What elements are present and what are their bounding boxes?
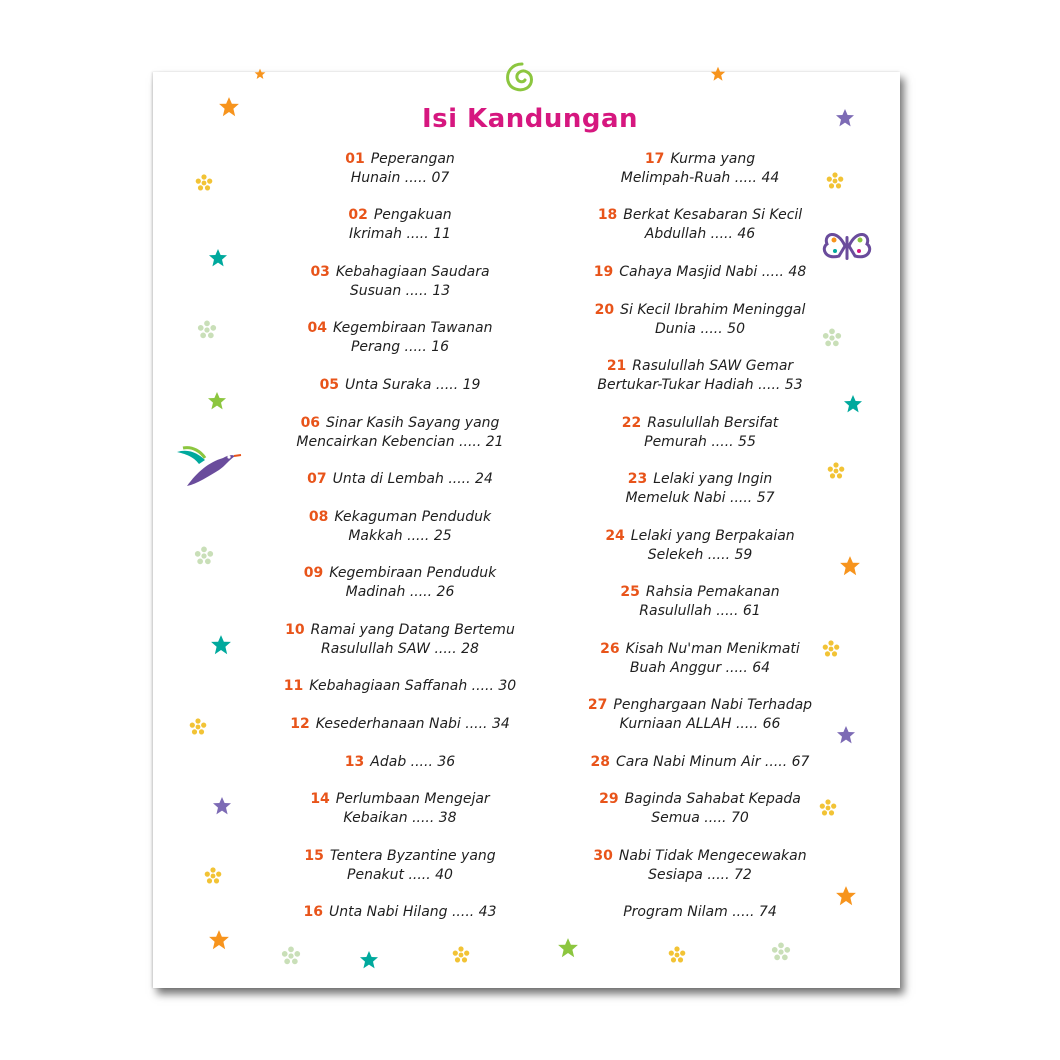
- flower-icon: [827, 172, 844, 188]
- toc-entry: 07 Unta di Lembah ..... 24: [307, 471, 493, 487]
- toc-entry: 14 Perlumbaan Mengejar Kebaikan ..... 38: [310, 791, 490, 826]
- toc-entry: 01 Peperangan Hunain ..... 07: [345, 151, 455, 186]
- toc-entry: 18 Berkat Kesabaran Si Kecil Abdullah ..... 46: [597, 207, 803, 242]
- toc-entry: 03 Kebahagiaan Saudara Susuan ..... 13: [310, 264, 490, 299]
- flower-icon: [453, 946, 470, 962]
- toc-entry: 16 Unta Nabi Hilang ..... 43: [303, 904, 497, 920]
- toc-entry: 10 Ramai yang Datang Bertemu Rasulullah SAW ..... 28: [285, 622, 515, 657]
- flower-icon: [205, 867, 222, 883]
- toc-entry: 08 Kekaguman Penduduk Makkah ..... 25: [308, 509, 492, 544]
- toc-entry: 22 Rasulullah Bersifat Pemurah ..... 55: [621, 415, 779, 450]
- toc-entry: 05 Unta Suraka ..... 19: [319, 377, 481, 393]
- toc-entry: 17 Kurma yang Melimpah-Ruah ..... 44: [620, 151, 780, 186]
- toc-entry: 02 Pengakuan Ikrimah ..... 11: [348, 207, 452, 242]
- star-icon: [844, 395, 862, 412]
- flower-icon: [190, 718, 207, 734]
- toc-entry: 23 Lelaki yang Ingin Memeluk Nabi ..... 57: [625, 471, 775, 506]
- toc-entry: Program Nilam ..... 74: [623, 904, 777, 920]
- flower-icon: [828, 462, 845, 478]
- toc-entry: 19 Cahaya Masjid Nabi ..... 48: [593, 264, 807, 280]
- star-icon: [837, 726, 855, 743]
- toc-entry: 30 Nabi Tidak Mengecewakan Sesiapa ..... 72: [593, 848, 807, 883]
- flower-icon: [198, 321, 216, 339]
- toc-entry: 09 Kegembiraan Penduduk Madinah ..... 26: [303, 565, 497, 600]
- flower-icon: [282, 947, 300, 965]
- star-icon: [209, 249, 227, 266]
- page-title: Isi Kandungan: [421, 104, 639, 134]
- star-icon: [836, 886, 856, 905]
- flower-icon: [823, 329, 841, 347]
- flower-icon: [196, 174, 213, 190]
- flower-icon: [195, 547, 213, 565]
- star-icon: [219, 97, 239, 116]
- star-icon: [213, 797, 231, 814]
- star-icon: [209, 930, 229, 949]
- flower-icon: [772, 943, 790, 961]
- star-icon: [255, 69, 266, 79]
- bird-icon: [177, 448, 241, 486]
- flower-icon: [820, 799, 837, 815]
- toc-entry: 20 Si Kecil Ibrahim Meninggal Dunia ..... 50: [594, 302, 806, 337]
- flower-icon: [669, 946, 686, 962]
- star-icon: [836, 109, 854, 126]
- toc-entry: 12 Kesederhanaan Nabi ..... 34: [290, 716, 510, 732]
- toc-entry: 29 Baginda Sahabat Kepada Semua ..... 70: [599, 791, 801, 826]
- star-icon: [208, 392, 226, 409]
- star-icon: [840, 556, 860, 575]
- star-icon: [711, 67, 725, 81]
- toc-entry: 13 Adab ..... 36: [344, 754, 456, 770]
- toc-entry: 26 Kisah Nu'man Menikmati Buah Anggur ..... 64: [600, 641, 800, 676]
- toc-entry: 27 Penghargaan Nabi Terhadap Kurniaan ALLAH ..... 66: [587, 697, 813, 732]
- star-icon: [360, 951, 378, 968]
- star-icon: [558, 938, 578, 957]
- star-icon: [211, 635, 231, 654]
- toc-entry: 11 Kebahagiaan Saffanah ..... 30: [283, 678, 517, 694]
- toc-entry: 15 Tentera Byzantine yang Penakut ..... 40: [304, 848, 496, 883]
- toc-entry: 06 Sinar Kasih Sayang yang Mencairkan Kebencian ..... 21: [296, 415, 504, 450]
- butterfly-icon: [824, 234, 869, 260]
- toc-entry: 04 Kegembiraan Tawanan Perang ..... 16: [307, 320, 493, 355]
- toc-entry: 24 Lelaki yang Berpakaian Selekeh ..... 59: [605, 528, 795, 563]
- flower-icon: [823, 640, 840, 656]
- toc-entry: 28 Cara Nabi Minum Air ..... 67: [590, 754, 810, 770]
- toc-entry: 21 Rasulullah SAW Gemar Bertukar-Tukar Hadiah ..... 53: [597, 358, 803, 393]
- toc-entry: 25 Rahsia Pemakanan Rasulullah ..... 61: [620, 584, 780, 619]
